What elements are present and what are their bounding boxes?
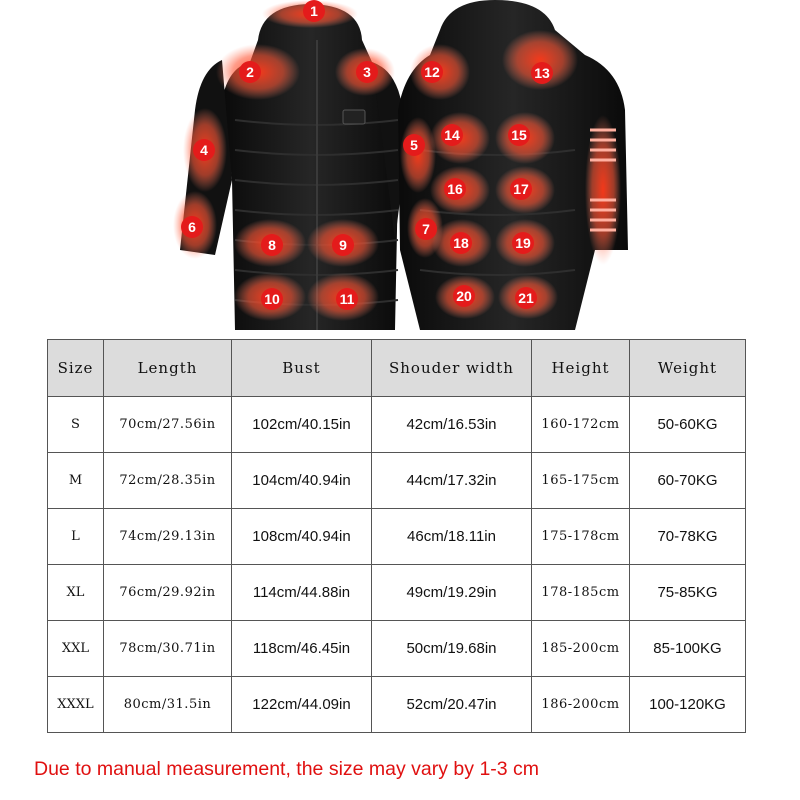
- zone-badge: [510, 178, 532, 200]
- zone-number: 21: [518, 290, 534, 306]
- zone-badge: [303, 0, 325, 22]
- zone-badge: [356, 61, 378, 83]
- cell-bust: 114cm/44.88in: [232, 565, 372, 621]
- zone-number: 6: [188, 219, 196, 235]
- cell-weight: 50-60KG: [630, 397, 746, 453]
- cell-height: 186-200cm: [532, 677, 630, 733]
- cell-height: 165-175cm: [532, 453, 630, 509]
- cell-size: XXXL: [48, 677, 104, 733]
- cell-size: L: [48, 509, 104, 565]
- zone-number: 19: [515, 235, 531, 251]
- cell-bust: 104cm/40.94in: [232, 453, 372, 509]
- cell-length: 78cm/30.71in: [104, 621, 232, 677]
- zone-number: 11: [339, 291, 355, 307]
- zone-badge: [531, 62, 553, 84]
- table-row: [48, 565, 746, 621]
- zone-number: 20: [456, 288, 472, 304]
- cell-weight: 60-70KG: [630, 453, 746, 509]
- zone-number: 12: [424, 64, 440, 80]
- cell-weight: 75-85KG: [630, 565, 746, 621]
- header-weight: Weight: [630, 340, 746, 397]
- header-size: Size: [48, 340, 104, 397]
- table-row: [48, 453, 746, 509]
- cell-length: 76cm/29.92in: [104, 565, 232, 621]
- cell-height: 178-185cm: [532, 565, 630, 621]
- cell-length: 72cm/28.35in: [104, 453, 232, 509]
- zone-badge: [181, 216, 203, 238]
- zone-number: 7: [422, 221, 430, 237]
- zone-number: 16: [447, 181, 463, 197]
- zone-number: 18: [453, 235, 469, 251]
- table-row: [48, 509, 746, 565]
- cell-shoulder-width: 46cm/18.11in: [372, 509, 532, 565]
- cell-shoulder-width: 44cm/17.32in: [372, 453, 532, 509]
- header-bust: Bust: [232, 340, 372, 397]
- cell-shoulder-width: 49cm/19.29in: [372, 565, 532, 621]
- zone-number: 17: [513, 181, 529, 197]
- cell-length: 70cm/27.56in: [104, 397, 232, 453]
- heated-jacket-illustration: [0, 0, 800, 338]
- zone-number: 1: [310, 3, 318, 19]
- zone-badge: [332, 234, 354, 256]
- zone-badge: [336, 288, 358, 310]
- cell-height: 175-178cm: [532, 509, 630, 565]
- cell-weight: 100-120KG: [630, 677, 746, 733]
- zone-badge: [421, 61, 443, 83]
- zone-badge: [441, 124, 463, 146]
- cell-height: 185-200cm: [532, 621, 630, 677]
- zone-number: 10: [264, 291, 280, 307]
- cell-height: 160-172cm: [532, 397, 630, 453]
- cell-shoulder-width: 52cm/20.47in: [372, 677, 532, 733]
- cell-bust: 122cm/44.09in: [232, 677, 372, 733]
- zone-number: 15: [511, 127, 527, 143]
- cell-bust: 102cm/40.15in: [232, 397, 372, 453]
- cell-size: M: [48, 453, 104, 509]
- cell-size: XXL: [48, 621, 104, 677]
- cell-length: 74cm/29.13in: [104, 509, 232, 565]
- zone-number: 9: [339, 237, 347, 253]
- table-header-row: [48, 340, 746, 397]
- header-shoulder-width: Shouder width: [372, 340, 532, 397]
- zone-badge: [444, 178, 466, 200]
- zone-badge: [450, 232, 472, 254]
- cell-weight: 70-78KG: [630, 509, 746, 565]
- zone-badge: [261, 288, 283, 310]
- zone-number: 4: [200, 142, 208, 158]
- table-row: [48, 621, 746, 677]
- cell-length: 80cm/31.5in: [104, 677, 232, 733]
- zone-badge: [239, 61, 261, 83]
- zone-number: 3: [363, 64, 371, 80]
- zone-badge: [515, 287, 537, 309]
- zone-badge: [508, 124, 530, 146]
- cell-shoulder-width: 50cm/19.68in: [372, 621, 532, 677]
- zone-badge: [403, 134, 425, 156]
- measurement-disclaimer: Due to manual measurement, the size may vary by 1-3 cm: [34, 758, 540, 780]
- zone-number: 2: [246, 64, 254, 80]
- header-length: Length: [104, 340, 232, 397]
- zone-badge: [453, 285, 475, 307]
- cell-bust: 118cm/46.45in: [232, 621, 372, 677]
- zone-number: 5: [410, 137, 418, 153]
- cell-bust: 108cm/40.94in: [232, 509, 372, 565]
- cell-weight: 85-100KG: [630, 621, 746, 677]
- header-height: Height: [532, 340, 630, 397]
- zone-number: 8: [268, 237, 276, 253]
- zone-number: 13: [534, 65, 550, 81]
- cell-shoulder-width: 42cm/16.53in: [372, 397, 532, 453]
- zone-number: 14: [444, 127, 460, 143]
- zone-badge: [415, 218, 437, 240]
- cell-size: XL: [48, 565, 104, 621]
- zone-badge: [261, 234, 283, 256]
- zone-badge: [512, 232, 534, 254]
- zone-badge: [193, 139, 215, 161]
- table-row: [48, 677, 746, 733]
- cell-size: S: [48, 397, 104, 453]
- size-chart-table: [47, 339, 746, 733]
- table-row: [48, 397, 746, 453]
